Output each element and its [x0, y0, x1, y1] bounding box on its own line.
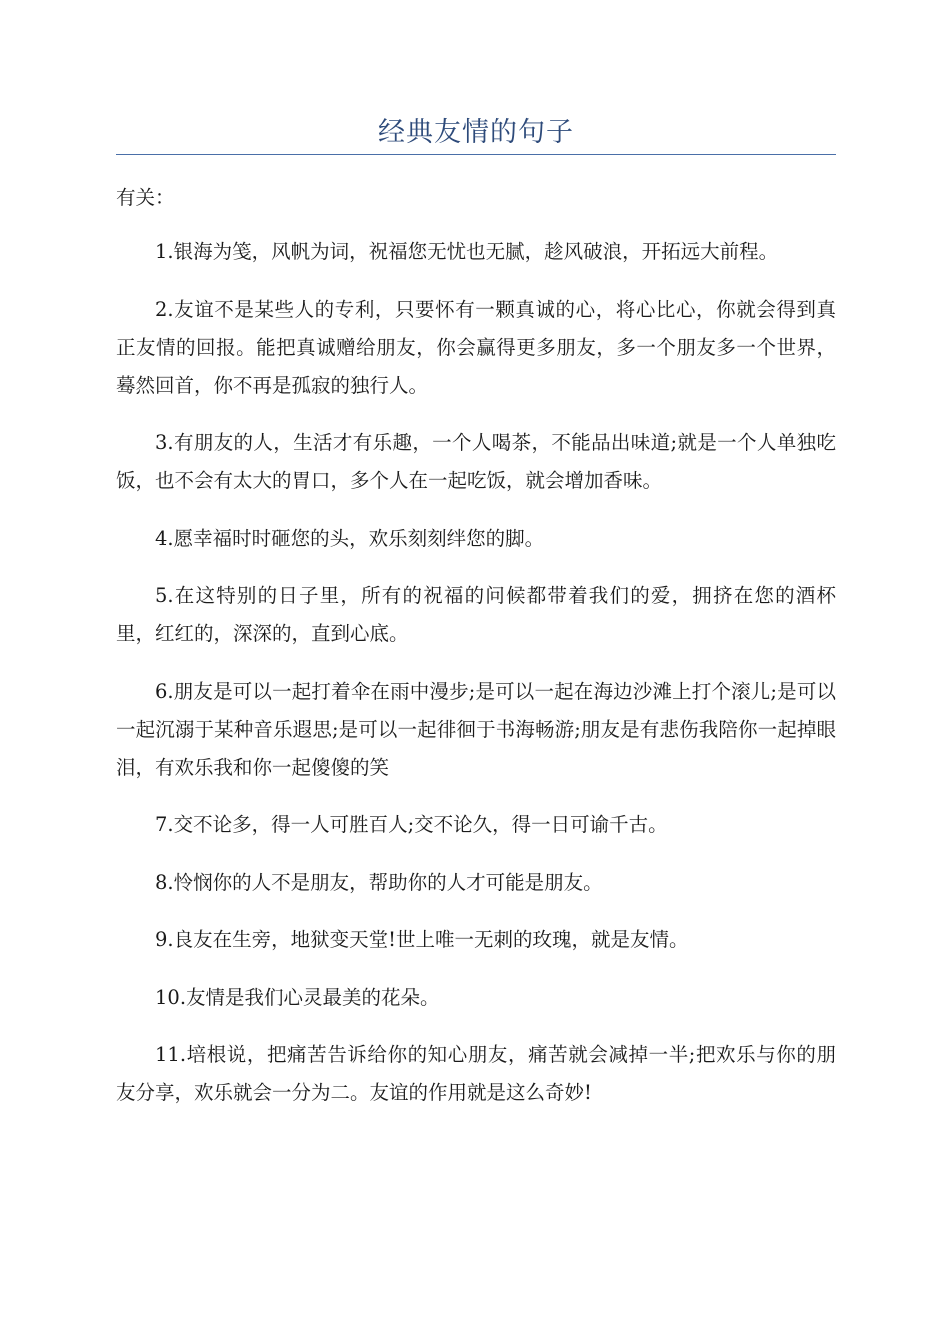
paragraph-1: 1.银海为笺，风帆为词，祝福您无忧也无腻，趁风破浪，开拓远大前程。 [155, 240, 779, 263]
page-title: 经典友情的句子 [378, 117, 574, 148]
paragraph-6: 6.朋友是可以一起打着伞在雨中漫步;是可以一起在海边沙滩上打个滚儿;是可以一起沉溺于某种音乐遐思;是可以一起徘徊于书海畅游;朋友是有悲伤我陪你一起掉眼泪，有欢乐我和你一起傻傻的笑 [116, 679, 836, 779]
paragraph-2: 2.友谊不是某些人的专利，只要怀有一颗真诚的心，将心比心，你就会得到真正友情的回报。能把真诚赠给朋友，你会赢得更多朋友，多一个朋友多一个世界，蓦然回首，你不再是孤寂的独行人。 [116, 297, 836, 397]
intro-text: 有关： [116, 186, 175, 209]
paragraph-9: 9.良友在生旁，地狱变天堂!世上唯一无刺的玫瑰，就是友情。 [155, 928, 689, 951]
paragraph-10: 10.友情是我们心灵最美的花朵。 [155, 985, 440, 1009]
paragraph-4: 4.愿幸福时时砸您的头，欢乐刻刻绊您的脚。 [155, 526, 545, 550]
document-page [116, 112, 836, 1132]
title-divider [116, 154, 836, 155]
paragraph-8: 8.怜悯你的人不是朋友，帮助你的人才可能是朋友。 [155, 870, 603, 894]
paragraph-7: 7.交不论多，得一人可胜百人;交不论久，得一日可谕千古。 [155, 813, 668, 836]
paragraph-5: 5.在这特别的日子里，所有的祝福的问候都带着我们的爱，拥挤在您的酒杯里，红红的，深深的，直到心底。 [116, 584, 836, 645]
paragraph-3: 3.有朋友的人，生活才有乐趣，一个人喝茶，不能品出味道;就是一个人单独吃饭，也不会有太大的胃口，多个人在一起吃饭，就会增加香味。 [116, 431, 836, 492]
paragraph-11: 11.培根说，把痛苦告诉给你的知心朋友，痛苦就会减掉一半;把欢乐与你的朋友分享，欢乐就会一分为二。友谊的作用就是这么奇妙! [116, 1043, 836, 1104]
